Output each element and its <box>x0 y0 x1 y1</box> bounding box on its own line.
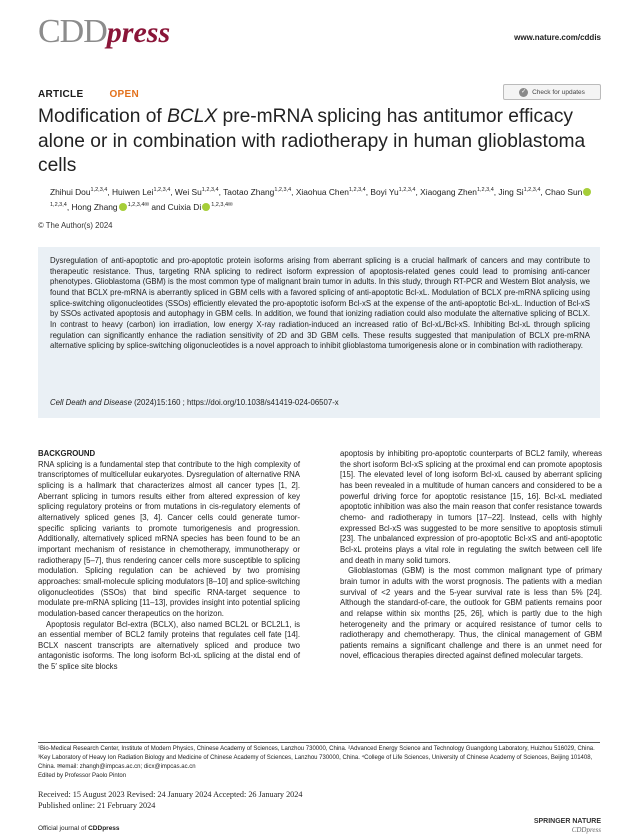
affiliation-marker: 1,2,3,4 <box>201 187 219 193</box>
open-access-label: OPEN <box>109 89 139 100</box>
paragraph: apoptosis by inhibiting pro-apoptotic counterparts of BCL2 family, whereas the short isoform Bcl-xS splicing at the proximal end can promote apoptosis [15]. The elevated level of long isoform Bcl-xL caused by aberrant splicing has been revealed in a multitude of human cancers and considered to be a powerful driving force for apoptotic resistance [15, 16]. Bcl-xL mediated apoptotic inhibition was also the main reason that confer resistance towards chemo- and radiotherapy in tumors [17–22]. Instead, cells with highly expressed Bcl-xS was suggested to be more sensitive to apoptosis stimuli [23]. The unbalanced expression of pro-apoptotic Bcl-xS and anti-apoptotic Bcl-xL proteins plays a vital role in regulating the switch between cell life and death in many solid tumors. <box>340 449 602 565</box>
author-name[interactable]: Taotao Zhang <box>223 186 275 197</box>
author-name[interactable]: Boyi Yu <box>370 186 399 197</box>
affiliation-marker: 1,2,3,4 <box>476 187 494 193</box>
author-name[interactable]: Huiwen Lei <box>112 186 154 197</box>
body-column-right <box>340 449 602 662</box>
affiliation-marker: 1,2,3,4✉ <box>211 202 233 209</box>
author-list: Zhihui Dou$^{1,2,3,4}$, Huiwen Lei$^{1,2,3,4}$, Wei Su$^{1,2,3,4}$, Taotao Zhang$^{1,2,3,4}$, Xiaohua Chen$^{1,2,3,4}$, Boyi Yu$^{1,2,3,4}$, Xiaogang Zhen$^{1,2,3,4}$, Jing Si$^{1,2,3,4}$, Chao Sun$^{1,2,3,4}$, Hong Zhang $^{1,2,3,4✉}$ and Cuixia Di $^{1,2,3,4✉}$ <box>50 184 602 215</box>
author-name[interactable]: Cuixia Di <box>167 202 202 213</box>
author-name[interactable]: Xiaogang Zhen <box>420 186 477 197</box>
affiliation-marker: 1,2,3,4 <box>90 187 108 193</box>
publication-dates: Received: 15 August 2023 Revised: 24 January 2024 Accepted: 26 January 2024 Published online: 21 February 2024 <box>38 790 303 810</box>
author-name[interactable]: Xiaohua Chen <box>295 186 349 197</box>
affiliation-marker: 1,2,3,4 <box>274 187 292 193</box>
crossmark-icon: ✓ <box>521 88 527 95</box>
journal-url[interactable]: www.nature.com/cddis <box>514 33 601 42</box>
paragraph: Apoptosis regulator Bcl-extra (BCLX), also named BCL2L or BCL2L1, is an essential member of BCL2 family proteins that regulates cell fate [14]. BCLX nascent transcripts are alternatively spliced and produce two antagonistic isoforms. The long isoform Bcl-xL splicing at the distal end of the 5′ splice site blocks <box>38 619 300 672</box>
affiliation-marker: 1,2,3,4 <box>523 187 541 193</box>
affiliation-marker: 1,2,3,4 <box>50 202 67 209</box>
author-name[interactable]: Zhihui Dou <box>50 186 91 197</box>
affiliation-marker: 1,2,3,4 <box>348 187 366 193</box>
body-column-left <box>38 449 300 673</box>
article-type: ARTICLE OPEN <box>38 89 139 100</box>
affiliations-footnote: ¹Bio-Medical Research Center, Institute of Modern Physics, Chinese Academy of Sciences, Lanzhou 730000, China. ²Advanced Energy Science and Technology Guangdong Laboratory, Huizhou 516029, China. ³Key Laboratory of Heavy Ion Radiation Biology and Medicine of Chinese Academy of Sciences, Lanzhou 730000, China. ⁴College of Life Sciences, University of Chinese Academy of Sciences, Beijing 101408, China. ✉email: zhangh@impcas.ac.cn; dicx@impcas.ac.cn Edited by Professor Paolo Pinton <box>38 745 600 781</box>
abstract-text: Dysregulation of anti-apoptotic and pro-apoptotic protein isoforms arising from aberrant splicing is a crucial hallmark of cancers and may contribute to therapeutic resistance. Thus, targeting RNA splicing to redirect isoform expression of apoptosis-related genes could lead to promising anti-cancer phenotypes. Glioblastoma (GBM) is the most common type of malignant brain tumor in adults. In this study, through RT-PCR and Western Blot analysis, we found that BCLX pre-mRNA is aberrantly spliced in GBM cells with a favored splicing of anti-apoptotic Bcl-xL. Modulation of BCLX pre-mRNA splicing using splice-switching oligonucleotides (SSOs) efficiently elevated the pro-apoptotic isoform Bcl-xS at the expense of the anti-apoptotic Bcl-xL. Induction of Bcl-xS by SSOs activated apoptosis and autophagy in GBM cells. In addition, we found that ionizing radiation could also modulate the alternative splicing of BCLX. In contrast to heavy (carbon) ion irradiation, low energy X-ray radiation-induced an increased ratio of Bcl-xL/Bcl-xS. Inhibiting Bcl-xL through splicing regulation can significantly enhance the radiation sensitivity of 2D and 3D GBM cells. These results suggested that manipulation of BCLX pre-mRNA alternative splicing by splice-switching oligonucleotides is a novel approach to inhibit glioblastoma tumorigenesis alone or in combination with radiotherapy. <box>50 256 590 351</box>
orcid-icon[interactable] <box>202 203 210 211</box>
orcid-icon[interactable] <box>583 188 591 196</box>
affiliation-marker: 1,2,3,4 <box>398 187 416 193</box>
copyright: © The Author(s) 2024 <box>38 221 113 230</box>
publisher-logo: SPRINGER NATURE CDDpress <box>533 818 601 834</box>
author-name[interactable]: Wei Su <box>174 186 202 197</box>
edited-by: Edited by Professor Paolo Pinton <box>38 773 127 779</box>
journal-logo: CDDpress <box>38 13 171 50</box>
journal-footer: Official journal of CDDpress <box>38 825 120 832</box>
paragraph: Glioblastomas (GBM) is the most common malignant type of primary brain tumor in adults with the worst prognosis. The patients with a median survival of <2 years and the 5-year survival rate is less than 5% [24]. Although the standard-of-care, the outlook for GBM patients remains poor and relapse within six months [25, 26], which is partly due to the high heterogeneity and the primary or acquired resistance of tumor cells to radiotherapy and chemotherapy. Thus, the clinical management of GBM patients remains a significant challenge and there is an unmet need for novel, efficacious therapies directed against defined molecular targets. <box>340 566 602 661</box>
orcid-icon[interactable] <box>119 203 127 211</box>
author-name[interactable]: Jing Si <box>498 186 524 197</box>
paragraph: RNA splicing is a fundamental step that contribute to the high complexity of transcriptomes of multicellular eukaryotes. Dysregulation of alternative RNA splicing is a hallmark that characterizes almost all cancer types [1, 2]. Aberrant splicing in tumors results either from altered expression of key splicing regulatory proteins or from mutations in cis-regulatory elements of alternatively spliced genes [3, 4]. Cancer cells could generate tumor-specific splicing variants to promote tumorigenesis and progression. Additionally, alternatively spliced mRNA species has been found to be an important mechanism of resistance in chemotherapy, immunotherapy or radiotherapy [5–7], thus rendering cancer cells more susceptible to splicing modulation. Splicing regulation can be achieved by two promising approaches: small-molecule splicing modulators [8–10] and splice-switching oligonucleotides (SSOs) that bind specific RNA-target sequence to modulate pre-mRNA splicing [11–13], provides insight into potential splicing modulation-based cancer therapeutics on the horizon. <box>38 459 300 618</box>
check-for-updates-button[interactable]: ✓ Check for updates <box>503 84 601 100</box>
article-title: Modification of BCLX pre-mRNA splicing has antitumor efficacy alone or in combination with radiotherapy in human glioblastoma cells <box>38 106 586 176</box>
affiliation-marker: 1,2,3,4✉ <box>127 202 150 209</box>
citation[interactable]: Cell Death and Disease (2024)15:160 ; https://doi.org/10.1038/s41419-024-06507-x <box>50 398 339 407</box>
footnote-divider <box>38 742 600 743</box>
author-name[interactable]: Chao Sun <box>545 186 583 197</box>
affiliation-marker: 1,2,3,4 <box>153 187 171 193</box>
author-name[interactable]: Hong Zhang <box>71 202 118 213</box>
section-heading: BACKGROUND <box>38 449 96 458</box>
